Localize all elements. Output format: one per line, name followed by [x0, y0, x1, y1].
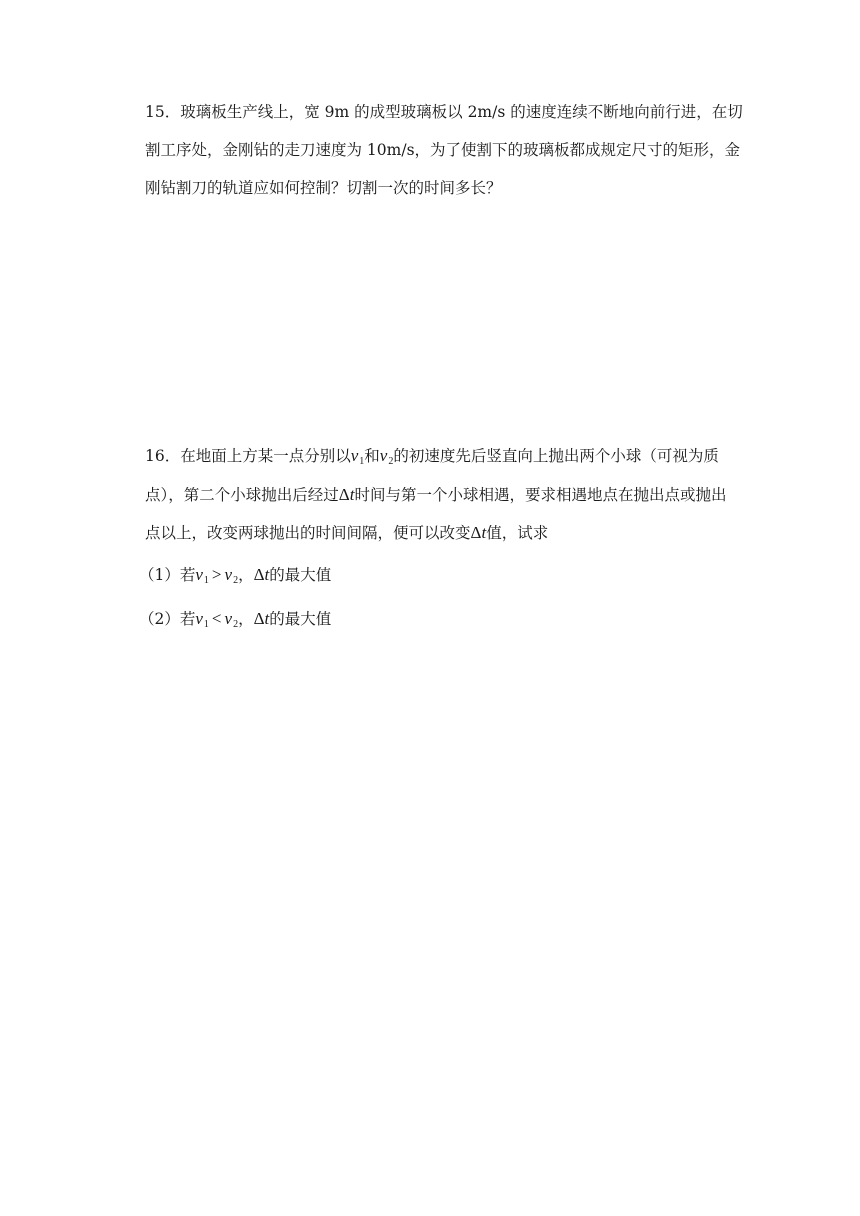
q16-part-1: [139, 566, 331, 590]
q16-text: 16．在地面上方某一点分别以: [145, 447, 351, 465]
q16-line-3: [145, 524, 548, 542]
q16-part-2: [139, 610, 331, 634]
v1-symbol: $v_1$: [195, 609, 209, 630]
q16-text: 值，试求: [486, 524, 549, 542]
q16-line-2: [145, 486, 726, 504]
q15-line-2: 割工序处，金刚钻的走刀速度为 10m/s，为了使割下的玻璃板都成规定尺寸的矩形，金: [145, 141, 741, 159]
v2-symbol: $v_2$: [224, 565, 239, 586]
q16-text: 的最大值: [269, 610, 332, 628]
less-than-symbol: <: [211, 609, 222, 628]
delta-t-symbol: Δt: [253, 609, 270, 628]
delta-t-symbol: Δt: [470, 523, 487, 542]
v2-symbol: $v_2$: [379, 446, 394, 467]
q16-text: 和: [364, 447, 380, 465]
v1-symbol: $v_1$: [195, 565, 209, 586]
q16-text: （2）若: [139, 610, 196, 628]
q16-text: 点以上，改变两球抛出的时间间隔，便可以改变: [145, 524, 471, 542]
q16-text: ，: [238, 610, 254, 628]
v2-symbol: $v_2$: [224, 609, 239, 630]
q16-text: 的初速度先后竖直向上抛出两个小球（可视为质: [393, 447, 719, 465]
v1-symbol: $v_1$: [350, 446, 365, 467]
greater-than-symbol: >: [211, 565, 222, 584]
delta-t-symbol: Δt: [338, 485, 355, 504]
q16-text: 的最大值: [269, 566, 332, 584]
q16-text: （1）若: [139, 566, 196, 584]
q16-text: 点），第二个小球抛出后经过: [145, 486, 339, 504]
q15-line-1: 15．玻璃板生产线上，宽 9m 的成型玻璃板以 2m/s 的速度连续不断地向前行进，在切: [145, 103, 743, 121]
q16-text: 时间与第一个小球相遇，要求相遇地点在抛出点或抛出: [354, 486, 727, 504]
q16-text: ，: [238, 566, 254, 584]
q16-line-1: [145, 447, 719, 471]
q15-line-3: 刚钻割刀的轨道应如何控制？切割一次的时间多长？: [145, 179, 502, 197]
delta-t-symbol: Δt: [253, 565, 270, 584]
